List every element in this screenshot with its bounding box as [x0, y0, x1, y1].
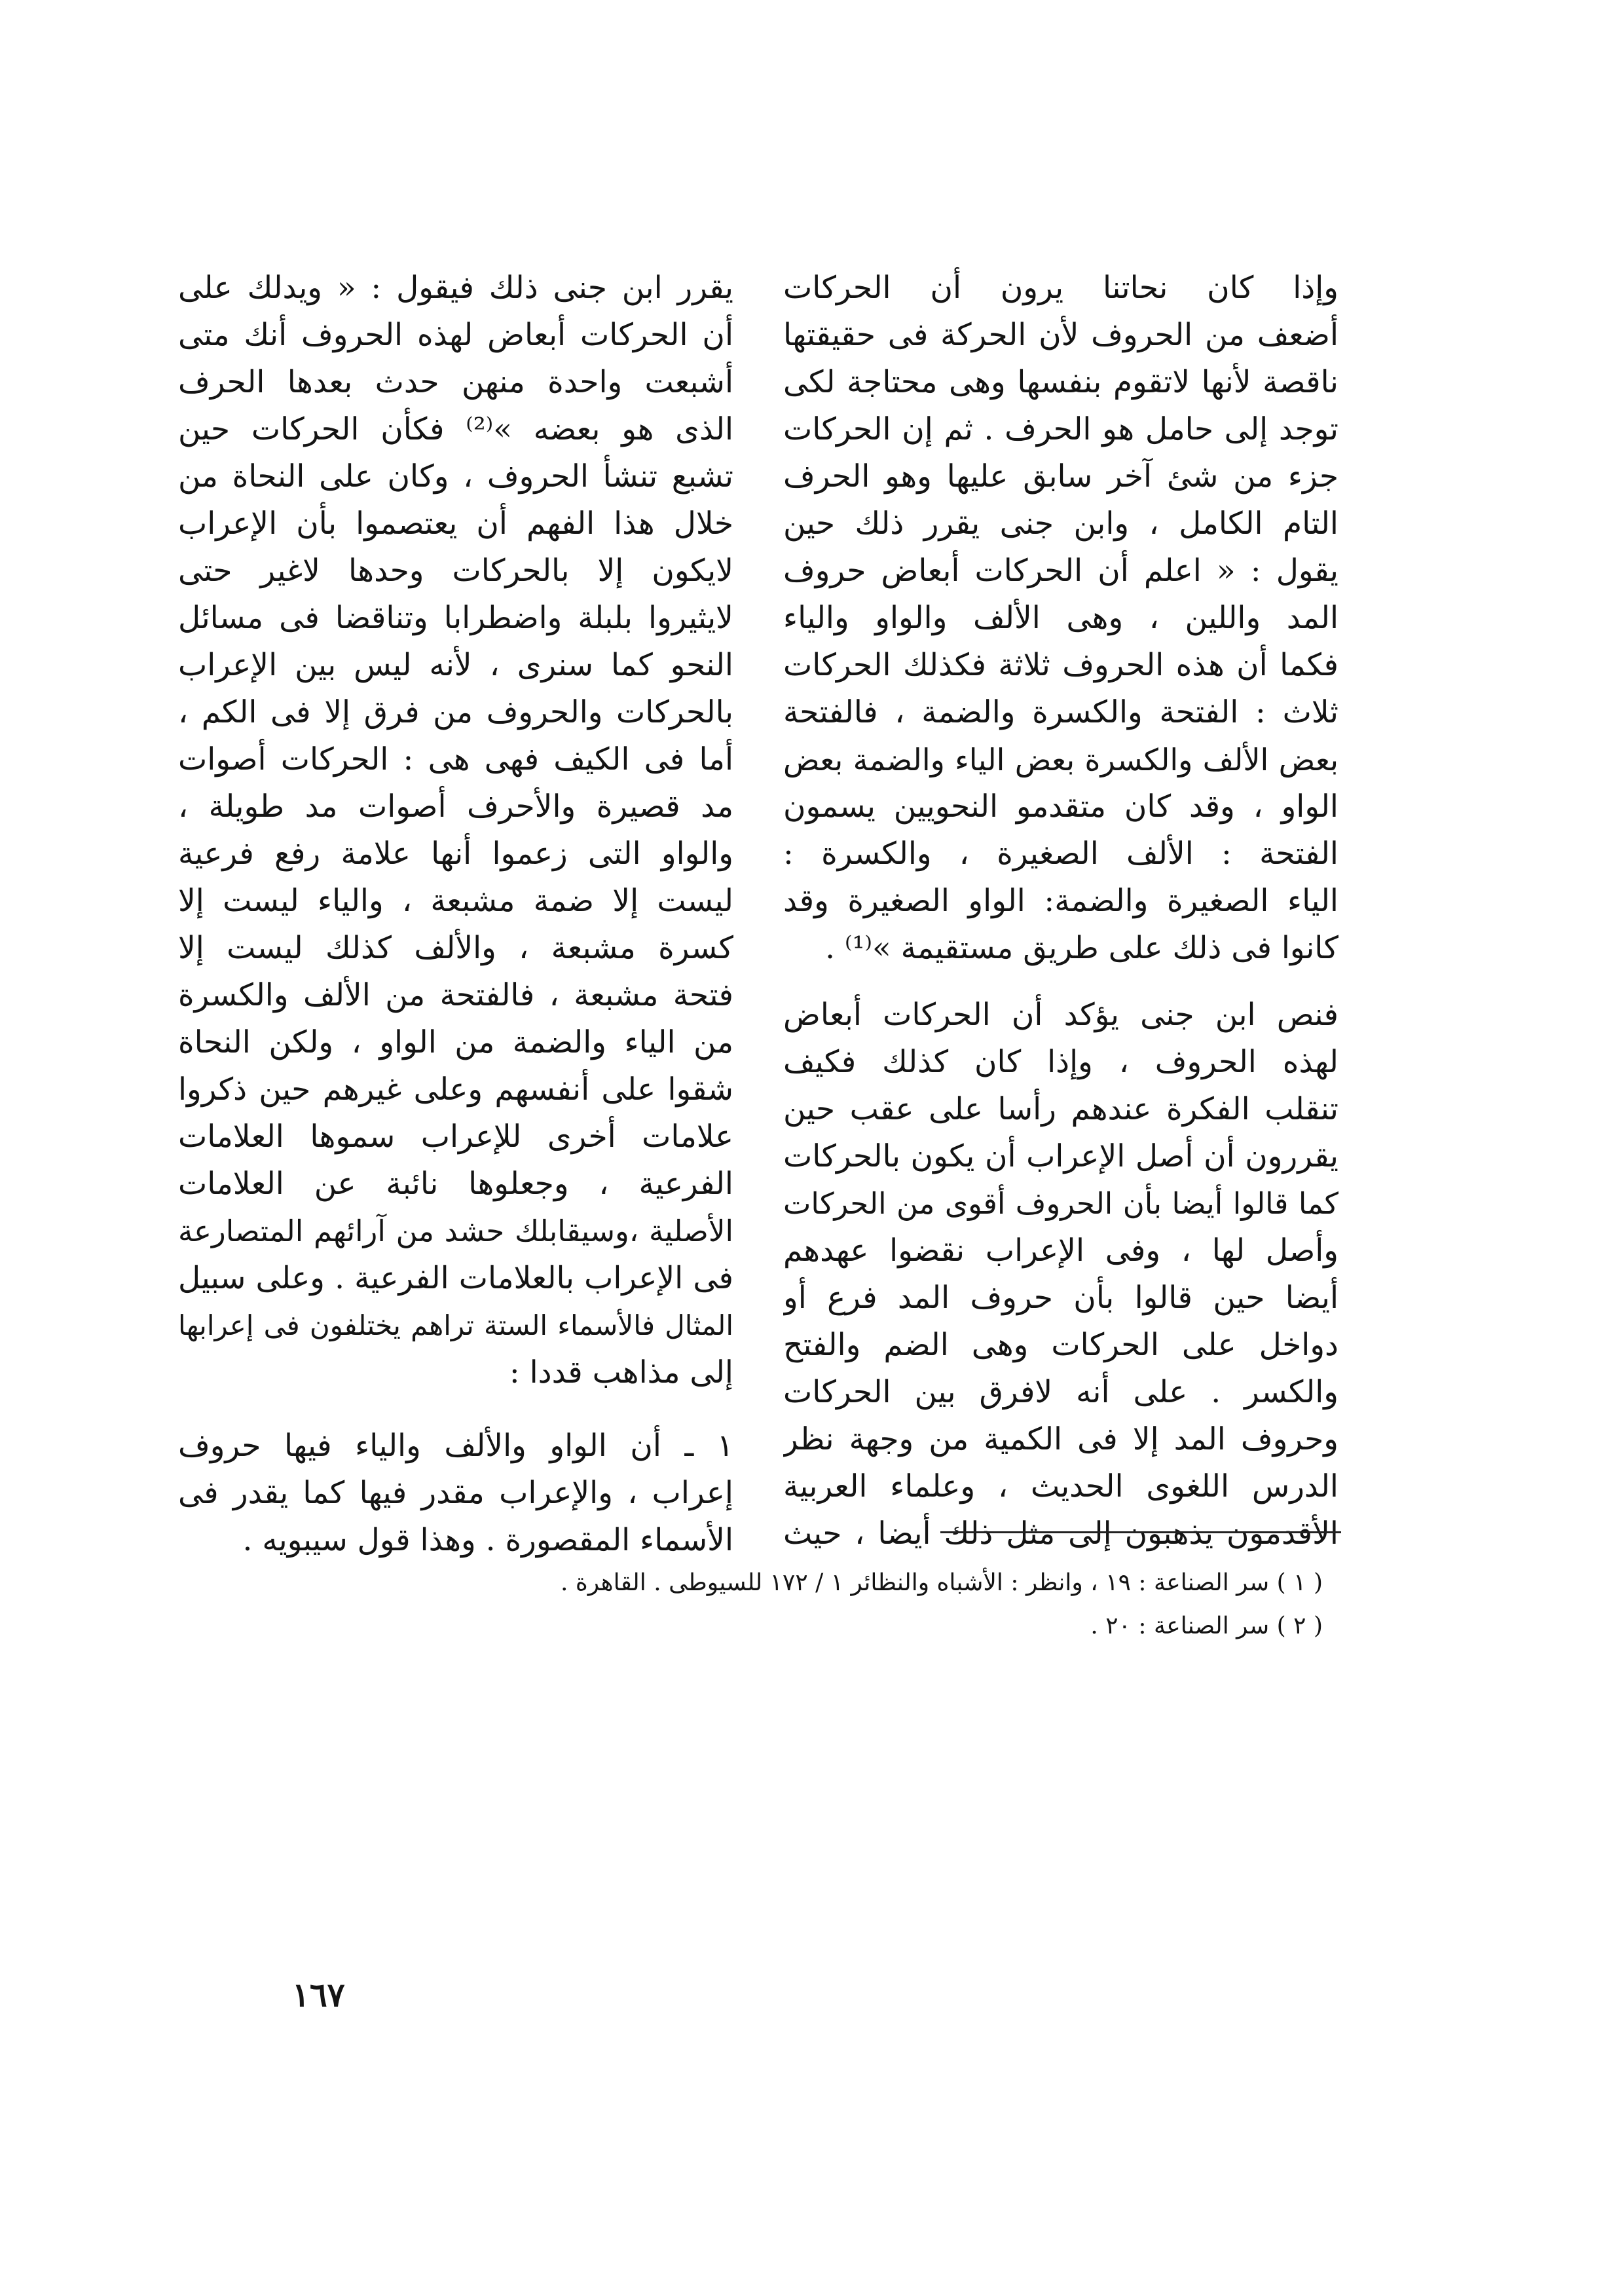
- text-line: تنقلب الفكرة عندهم رأسا على عقب حين: [783, 1091, 1338, 1127]
- text-line: النحو كما سنرى ، لأنه ليس بين الإعراب: [178, 647, 733, 683]
- text-line: لايكون إلا بالحركات وحدها لاغير حتى: [178, 553, 733, 589]
- text-line: دواخل على الحركات وهى الضم والفتح: [783, 1327, 1338, 1363]
- text-line: مد قصيرة والأحرف أصوات مد طويلة ،: [178, 789, 733, 825]
- footnote: ( ١ ) سر الصناعة : ١٩ ، وانظر : الأشباه والنظائر ١ / ١٧٢ للسيوطى . القاهرة .: [561, 1569, 1323, 1596]
- text-line: من الياء والضمة من الواو ، ولكن النحاة: [178, 1024, 733, 1060]
- text-line: الأقدمون يذهبون إلى مثل ذلك أيضا ، حيث: [783, 1516, 1338, 1552]
- text-line: المد واللين ، وهى الألف والواو والياء: [783, 600, 1338, 636]
- text-line: خلال هذا الفهم أن يعتصموا بأن الإعراب: [178, 506, 733, 542]
- text-line: بالحركات والحروف من فرق إلا فى الكم ،: [178, 694, 733, 730]
- text-line: التام الكامل ، وابن جنى يقرر ذلك حين: [783, 506, 1338, 542]
- text-line: كانوا فى ذلك على طريق مستقيمة »⁽¹⁾ .: [825, 930, 1338, 966]
- text-line: أن الحركات أبعاض لهذه الحروف أنك متى: [178, 317, 733, 353]
- text-line: شقوا على أنفسهم وعلى غيرهم حين ذكروا: [178, 1072, 733, 1108]
- text-line: والواو التى زعموا أنها علامة رفع فرعية: [178, 836, 733, 872]
- text-line: يقول : « اعلم أن الحركات أبعاض حروف: [783, 553, 1338, 589]
- text-line: فنص ابن جنى يؤكد أن الحركات أبعاض: [783, 997, 1338, 1033]
- page-number: ١٦٧: [292, 1975, 345, 2014]
- right-column: [783, 265, 1338, 1558]
- text-line: وأصل لها ، وفى الإعراب نقضوا عهدهم: [783, 1233, 1338, 1269]
- text-line: الدرس اللغوى الحديث ، وعلماء العربية: [783, 1468, 1338, 1504]
- text-line: لايثيروا بلبلة واضطرابا وتناقضا فى مسائل: [178, 600, 733, 636]
- paragraph-gap: [783, 972, 1338, 992]
- text-line: المثال فالأسماء الستة تراهم يختلفون فى إعرابها: [178, 1309, 733, 1341]
- text-line: أشبعت واحدة منهن حدث بعدها الحرف: [178, 364, 733, 400]
- text-line: فى الإعراب بالعلامات الفرعية . وعلى سبيل: [178, 1260, 733, 1296]
- text-line: إلى مذاهب قددا :: [509, 1354, 733, 1390]
- text-line: ليست إلا ضمة مشبعة ، والياء ليست إلا: [178, 883, 733, 919]
- text-line: أيضا حين قالوا بأن حروف المد فرع أو: [783, 1280, 1338, 1316]
- text-line: فكما أن هذه الحروف ثلاثة فكذلك الحركات: [783, 647, 1338, 683]
- paragraph: [178, 1423, 733, 1564]
- text-line: لهذه الحروف ، وإذا كان كذلك فكيف: [783, 1044, 1338, 1080]
- text-line: إعراب ، والإعراب مقدر فيها كما يقدر فى: [178, 1475, 733, 1511]
- left-column: [178, 265, 733, 1564]
- text-line: الياء الصغيرة والضمة: الواو الصغيرة وقد: [783, 883, 1338, 919]
- text-line: الواو ، وقد كان متقدمو النحويين يسمون: [783, 789, 1338, 825]
- text-line: جزء من شئ آخر سابق عليها وهو الحرف: [783, 458, 1338, 494]
- text-line: يقرر ابن جنى ذلك فيقول : « ويدلك على: [178, 270, 733, 306]
- paragraph: [783, 992, 1338, 1558]
- footnote: ( ٢ ) سر الصناعة : ٢٠ .: [1090, 1613, 1323, 1639]
- text-line: ثلاث : الفتحة والكسرة والضمة ، فالفتحة: [783, 694, 1338, 730]
- text-line: فتحة مشبعة ، فالفتحة من الألف والكسرة: [178, 977, 733, 1013]
- text-line: أضعف من الحروف لأن الحركة فى حقيقتها: [783, 317, 1338, 353]
- text-line: الأصلية ،وسيقابلك حشد من آرائهم المتصارعة: [178, 1214, 733, 1248]
- text-line: توجد إلى حامل هو الحرف . ثم إن الحركات: [783, 411, 1338, 447]
- text-line: الأسماء المقصورة . وهذا قول سيبويه .: [242, 1522, 733, 1558]
- paragraph: [783, 265, 1338, 972]
- paragraph: [178, 265, 733, 1396]
- text-line: ناقصة لأنها لاتقوم بنفسها وهى محتاجة لكى: [783, 364, 1338, 400]
- text-line: الفتحة : الألف الصغيرة ، والكسرة :: [783, 836, 1338, 872]
- paragraph-gap: [178, 1396, 733, 1423]
- text-line: بعض الألف والكسرة بعض الياء والضمة بعض: [783, 742, 1338, 777]
- text-line: والكسر . على أنه لافرق بين الحركات: [783, 1374, 1338, 1410]
- text-line: ١ ـ أن الواو والألف والياء فيها حروف: [178, 1428, 733, 1464]
- text-line: كما قالوا أيضا بأن الحروف أقوى من الحركات: [783, 1186, 1338, 1221]
- text-line: كسرة مشبعة ، والألف كذلك ليست إلا: [178, 930, 733, 966]
- text-line: علامات أخرى للإعراب سموها العلامات: [178, 1119, 733, 1155]
- text-line: الفرعية ، وجعلوها نائبة عن العلامات: [178, 1166, 733, 1202]
- text-line: تشبع تنشأ الحروف ، وكان على النحاة من: [178, 458, 733, 494]
- text-line: الذى هو بعضه »⁽²⁾ فكأن الحركات حين: [178, 411, 733, 447]
- text-line: وحروف المد إلا فى الكمية من وجهة نظر: [783, 1421, 1338, 1457]
- footnotes: [561, 1561, 1323, 1648]
- text-line: أما فى الكيف فهى هى : الحركات أصوات: [178, 741, 733, 777]
- text-line: وإذا كان نحاتنا يرون أن الحركات: [783, 270, 1338, 306]
- footnote-rule: [940, 1531, 1341, 1533]
- text-line: يقررون أن أصل الإعراب أن يكون بالحركات: [783, 1138, 1338, 1174]
